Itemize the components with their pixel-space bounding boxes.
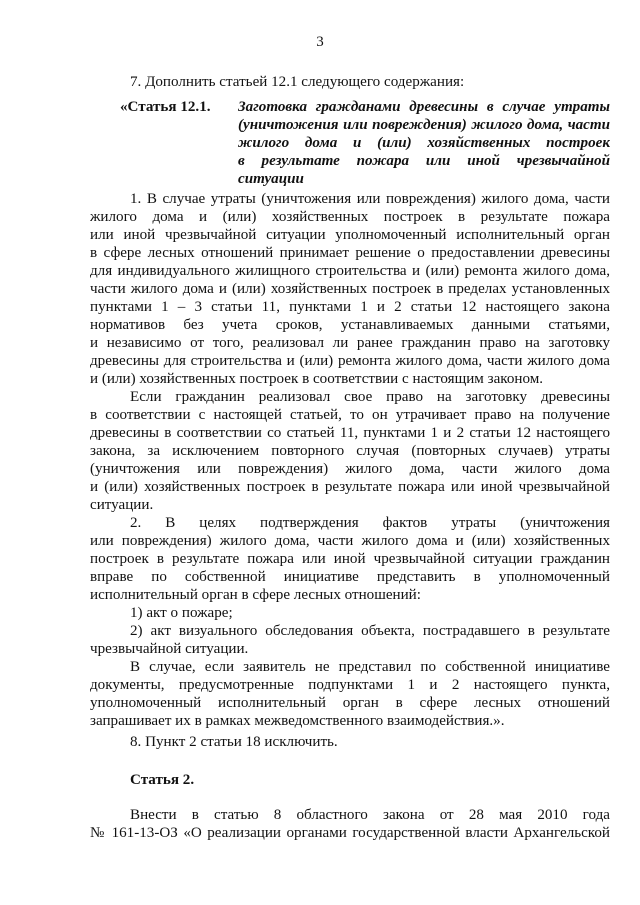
article-title-line: Заготовка гражданами древесины в случае утраты [238,99,610,115]
paragraph-3 [90,514,610,604]
item-8 [90,733,610,751]
paragraph-line: и независимо от того, реализовал ли ранее гражданин право на заготовку [90,335,610,351]
paragraph-line: в сфере лесных отношений принимает решение о предоставлении древесины [90,245,610,261]
paragraph-line: или иной чрезвычайной ситуации уполномоченный исполнительный орган [90,227,610,243]
paragraph-line: пунктами 1 – 3 статьи 11, пунктами 1 и 2 статьи 12 настоящего закона [90,299,610,315]
paragraph-line: уполномоченный исполнительный орган в сфере лесных отношений [90,695,610,711]
article-title-line: в результате пожара или иной чрезвычайной [238,153,610,169]
paragraph-line: запрашивает их в рамках межведомственного взаимодействия.». [90,713,505,729]
item-7 [90,73,610,91]
paragraph-4 [90,658,610,730]
article-2-heading [90,771,610,789]
list-item-1 [90,604,610,622]
article-title-line: (уничтожения или повреждения) жилого дома, части [238,117,610,133]
item-8-text: 8. Пункт 2 статьи 18 исключить. [130,734,338,750]
list-item-text: чрезвычайной ситуации. [90,641,249,657]
paragraph-line: В случае, если заявитель не представил по собственной инициативе [130,659,610,675]
paragraph-line: Если гражданин реализовал свое право на заготовку древесины [130,389,610,405]
paragraph-line: жилого дома и (или) хозяйственных построек в результате пожара [90,209,610,225]
paragraph-line: нормативов без учета сроков, устанавливаемых данными статьями, [90,317,610,333]
paragraph-line: или повреждения) жилого дома, части жилого дома и (или) хозяйственных [90,533,610,549]
paragraph-line: для индивидуального жилищного строительства и (или) ремонта жилого дома, [90,263,610,279]
paragraph-line: и (или) хозяйственных построек в соответствии с настоящим законом. [90,371,544,387]
paragraph-line: (уничтожения или повреждения) жилого дома, части жилого дома [90,461,610,477]
list-item-2 [90,622,610,658]
paragraph-line: вправе по собственной инициативе представить в уполномоченный [90,569,610,585]
paragraph-1 [90,190,610,388]
article-title-line: жилого дома и (или) хозяйственных построек [238,135,610,151]
paragraph-line: в соответствии с настоящей статьей, то он утрачивает право на получение [90,407,610,423]
paragraph-5 [90,806,610,842]
paragraph-line: построек в результате пожара или иной чрезвычайной ситуации гражданин [90,551,610,567]
list-item-text: 1) акт о пожаре; [130,605,233,621]
paragraph-line: исполнительный орган в сфере лесных отношений: [90,587,421,603]
paragraph-line: закона, за исключением повторного случая (повторных случаев) утраты [90,443,610,459]
article-label: «Статья 12.1. [120,99,211,115]
paragraph-line: документы, предусмотренные подпунктами 1 и 2 настоящего пункта, [90,677,610,693]
paragraph-line: 1. В случае утраты (уничтожения или повреждения) жилого дома, части [130,191,610,207]
paragraph-line: 2. В целях подтверждения фактов утраты (уничтожения [130,515,610,531]
paragraph-line: древесины в соответствии со статьей 11, пунктами 1 и 2 статьи 12 настоящего [90,425,610,441]
article-title-line: ситуации [238,171,304,187]
list-item-text: 2) акт визуального обследования объекта, пострадавшего в результате [130,623,610,639]
paragraph-line: древесины для строительства и (или) ремонта жилого дома, части жилого дома [90,353,610,369]
item-7-text: 7. Дополнить статьей 12.1 следующего содержания: [130,74,465,90]
paragraph-line: № 161-13-ОЗ «О реализации органами государственной власти Архангельской [90,825,610,841]
article-title [238,98,610,188]
page-number: 3 [316,34,324,50]
paragraph-2 [90,388,610,514]
paragraph-line: ситуации. [90,497,154,513]
article-2-title: Статья 2. [130,772,195,788]
paragraph-line: Внести в статью 8 областного закона от 28 мая 2010 года [130,807,610,823]
paragraph-line: части жилого дома и (или) хозяйственных построек в пределах установленных [90,281,610,297]
paragraph-line: и (или) хозяйственных построек в результате пожара или иной чрезвычайной [90,479,610,495]
